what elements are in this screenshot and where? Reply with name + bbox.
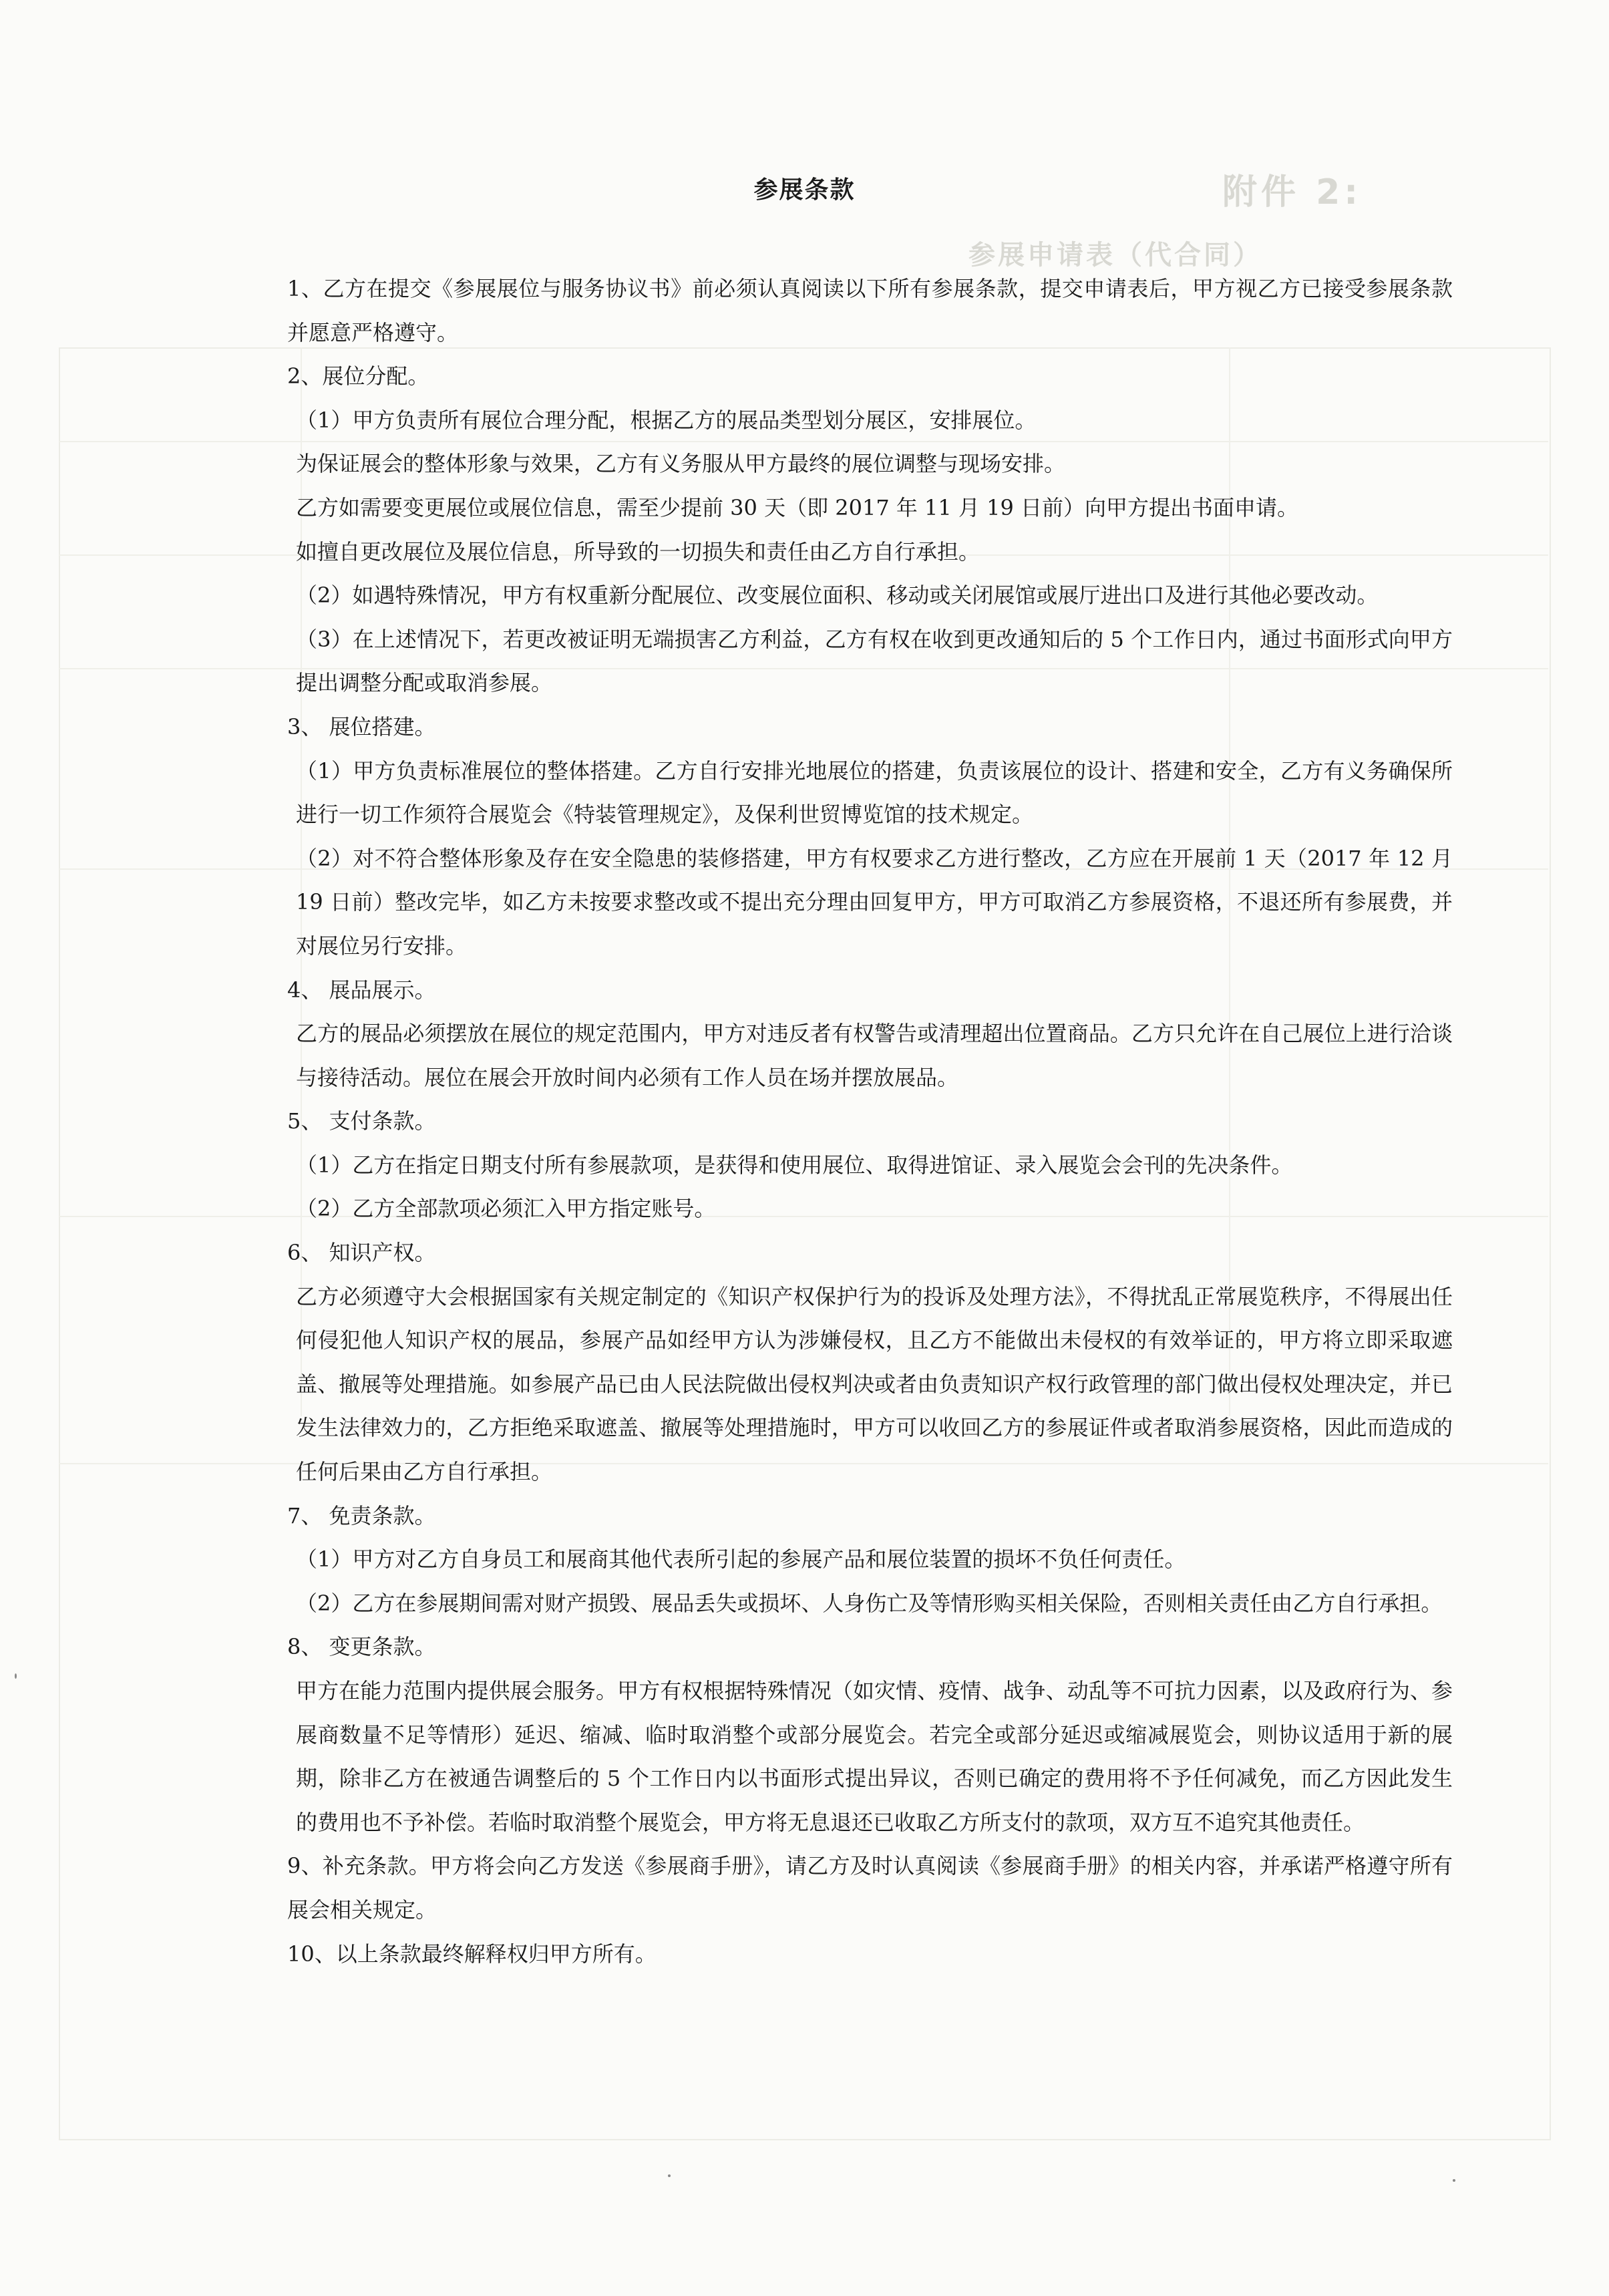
document-body: [230, 267, 1453, 1976]
bleed-through-subtitle: 参展申请表（代合同）: [968, 240, 1262, 271]
section-heading-6: 6、 知识产权。: [287, 1240, 436, 1266]
paragraph-10: 10、以上条款最终解释权归甲方所有。: [287, 1941, 657, 1967]
paragraph-8: 甲方在能力范围内提供展会服务。甲方有权根据特殊情况（如灾情、疫情、战争、动乱等不可抗力因素，以及政府行为、参展商数量不足等情形）延迟、缩减、临时取消整个或部分展览会。若完全或部分延迟或缩减展览会，则协议适用于新的展期，除非乙方在被通告调整后的 5 个工作日内以书面形式提出异议，否则已确定的费用将不予任何减免，而乙方因此发生的费用也不予补偿。若临时取消整个展览会，甲方将无息退还已收取乙方所支付的款项，双方互不追究其他责任。: [296, 1678, 1453, 1835]
section-heading-4: 4、 展品展示。: [287, 977, 436, 1003]
paragraph-5-1: （1）乙方在指定日期支付所有参展款项，是获得和使用展位、取得进馆证、录入展览会会刊的先决条件。: [296, 1152, 1293, 1178]
document-title: 参展条款: [753, 176, 856, 204]
bleed-through-header: 附件 2:: [1222, 172, 1363, 212]
paragraph-2-1c: 如擅自更改展位及展位信息，所导致的一切损失和责任由乙方自行承担。: [296, 538, 980, 564]
scan-speck: [1453, 2179, 1455, 2182]
paragraph-6: 乙方必须遵守大会根据国家有关规定制定的《知识产权保护行为的投诉及处理方法》，不得扰乱正常展览秩序，不得展出任何侵犯他人知识产权的展品，参展产品如经甲方认为涉嫌侵权，且乙方不能做出未侵权的有效举证的，甲方将立即采取遮盖、撤展等处理措施。如参展产品已由人民法院做出侵权判决或者由负责知识产权行政管理的部门做出侵权处理决定，并已发生法律效力的，乙方拒绝采取遮盖、撤展等处理措施时，甲方可以收回乙方的参展证件或者取消参展资格，因此而造成的任何后果由乙方自行承担。: [296, 1283, 1453, 1485]
section-heading-7: 7、 免责条款。: [287, 1502, 436, 1528]
paragraph-2-1a: 为保证展会的整体形象与效果，乙方有义务服从甲方最终的展位调整与现场安排。: [296, 451, 1066, 477]
paragraph-4: 乙方的展品必须摆放在展位的规定范围内，甲方对违反者有权警告或清理超出位置商品。乙方只允许在自己展位上进行洽谈与接待活动。展位在展会开放时间内必须有工作人员在场并摆放展品。: [296, 1021, 1453, 1090]
paragraph-2-1: （1）甲方负责所有展位合理分配，根据乙方的展品类型划分展区，安排展位。: [296, 407, 1037, 433]
paragraph-3-2: （2）对不符合整体形象及存在安全隐患的装修搭建，甲方有权要求乙方进行整改，乙方应在开展前 1 天（2017 年 12 月 19 日前）整改完毕，如乙方未按要求整改或不提出充分理由回复甲方，甲方可取消乙方参展资格，不退还所有参展费，并对展位另行安排。: [296, 845, 1453, 959]
paragraph-2-2: （2）如遇特殊情况，甲方有权重新分配展位、改变展位面积、移动或关闭展馆或展厅进出口及进行其他必要改动。: [296, 583, 1379, 609]
paragraph-7-2: （2）乙方在参展期间需对财产损毁、展品丢失或损坏、人身伤亡及等情形购买相关保险，否则相关责任由乙方自行承担。: [296, 1590, 1443, 1616]
scan-speck: [15, 1673, 17, 1679]
paragraph-1: 1、乙方在提交《参展展位与服务协议书》前必须认真阅读以下所有参展条款，提交申请表后，甲方视乙方已接受参展条款并愿意严格遵守。: [287, 276, 1453, 345]
scan-speck: [668, 2174, 671, 2177]
section-heading-5: 5、 支付条款。: [287, 1108, 436, 1134]
paragraph-7-1: （1）甲方对乙方自身员工和展商其他代表所引起的参展产品和展位装置的损坏不负任何责任。: [296, 1546, 1186, 1573]
paragraph-2-1b: 乙方如需要变更展位或展位信息，需至少提前 30 天（即 2017 年 11 月 19 日前）向甲方提出书面申请。: [296, 494, 1298, 520]
paragraph-9: 9、补充条款。甲方将会向乙方发送《参展商手册》，请乙方及时认真阅读《参展商手册》的相关内容，并承诺严格遵守所有展会相关规定。: [287, 1853, 1453, 1923]
paragraph-2-3: （3）在上述情况下，若更改被证明无端损害乙方利益，乙方有权在收到更改通知后的 5 个工作日内，通过书面形式向甲方提出调整分配或取消参展。: [296, 626, 1453, 696]
section-heading-3: 3、 展位搭建。: [287, 713, 436, 740]
paragraph-3-1: （1）甲方负责标准展位的整体搭建。乙方自行安排光地展位的搭建，负责该展位的设计、搭建和安全，乙方有义务确保所进行一切工作须符合展览会《特装管理规定》，及保利世贸博览馆的技术规定。: [296, 758, 1453, 828]
paragraph-5-2: （2）乙方全部款项必须汇入甲方指定账号。: [296, 1196, 716, 1222]
section-heading-8: 8、 变更条款。: [287, 1634, 436, 1660]
section-heading-2: 2、展位分配。: [287, 363, 429, 389]
